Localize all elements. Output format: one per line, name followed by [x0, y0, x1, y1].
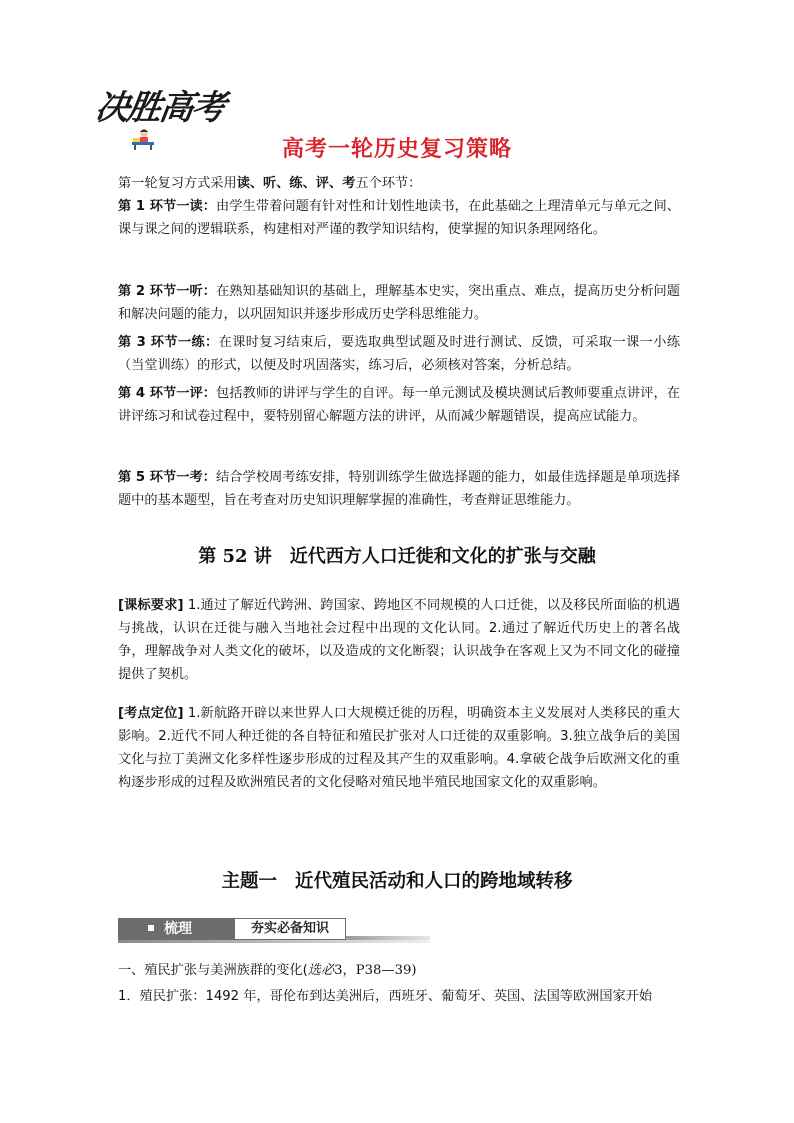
intro-paragraph: [118, 172, 680, 195]
step-label: 第 2 环节一听：: [118, 284, 217, 299]
step-1: [118, 195, 680, 241]
step-text: 在课时复习结束后，要选取典型试题及时进行测试、反馈，可采取一课一小练（当堂训练）的形式，以便及时巩固落实，练习后，必须核对答案，分析总结。: [118, 335, 681, 373]
step-2: [118, 280, 680, 326]
step-label: 第 5 环节一考：: [118, 470, 217, 485]
section-heading: [118, 960, 684, 982]
topic-name: 近代殖民活动和人口的跨地域转移: [295, 871, 573, 892]
section-source-italic: 选必: [307, 963, 335, 978]
step-4: [118, 382, 680, 428]
section-source-rest: 3，P38—39): [334, 963, 417, 978]
step-5: [118, 466, 680, 512]
topic-number: 主题一: [221, 871, 277, 892]
banner-sub-box: 夯实必备知识: [234, 918, 346, 940]
intro-suffix: 五个环节：: [355, 176, 422, 191]
section-banner: [118, 918, 430, 940]
topic-title: [0, 867, 794, 893]
step-text: 在熟知基础知识的基础上，理解基本史实，突出重点、难点，提高历史分析问题和解决问题的能力，以巩固知识并逐步形成历史学科思维能力。: [118, 284, 680, 322]
lecture-number: 第 52 讲: [198, 546, 272, 567]
main-title: 高考一轮历史复习策略: [281, 137, 512, 162]
curriculum-requirements: [118, 594, 680, 686]
banner-label-box: [118, 918, 234, 940]
section-heading-text: 一、殖民扩张与美洲族群的变化(: [118, 963, 308, 978]
step-text: 由学生带着问题有针对性和计划性地读书，在此基础之上理清单元与单元之间、课与课之间的逻辑联系，构建相对严谨的教学知识结构，使掌握的知识条理网络化。: [118, 199, 680, 237]
step-3: [118, 331, 680, 377]
exam-focus-tag: [考点定位]: [118, 706, 184, 721]
step-label: 第 4 环节一评：: [118, 386, 217, 401]
intro-prefix: 第一轮复习方式采用: [118, 176, 237, 191]
banner-label: 梳理: [164, 921, 192, 937]
lecture-name: 近代西方人口迁徙和文化的扩张与交融: [289, 546, 596, 567]
item-1: 1．殖民扩张：1492 年，哥伦布到达美洲后，西班牙、葡萄牙、英国、法国等欧洲国家开始: [118, 989, 653, 1004]
step-label: 第 1 环节一读：: [118, 199, 217, 214]
exam-focus: [118, 702, 680, 794]
intro-emphasis: 读、听、练、评、考: [236, 176, 356, 191]
lecture-title: [0, 542, 794, 568]
banner-underline: [118, 940, 430, 943]
step-text: 包括教师的讲评与学生的自评。每一单元测试及模块测试后教师要重点讲评，在讲评练习和试卷过程中，要特别留心解题方法的讲评，从而减少解题错误，提高应试能力。: [118, 386, 680, 424]
step-label: 第 3 环节一练：: [118, 335, 219, 350]
curriculum-text: 1.通过了解近代跨洲、跨国家、跨地区不同规模的人口迁徙，以及移民所面临的机遇与挑战，认识在迁徙与融入当地社会过程中出现的文化认同。2.通过了解近代历史上的著名战争，理解战争对人类文化的破坏，以及造成的文化断裂；认识战争在客观上又为不同文化的碰撞提供了契机。: [118, 598, 680, 682]
exam-focus-text: 1.新航路开辟以来世界人口大规模迁徙的历程，明确资本主义发展对人类移民的重大影响。2.近代不同人种迁徙的各自特征和殖民扩张对人口迁徙的双重影响。3.独立战争后的美国文化与拉丁美洲文化多样性逐步形成的过程及其产生的双重影响。4.拿破仑战争后欧洲文化的重构逐步形成的过程及欧洲殖民者的文化侵略对殖民地半殖民地国家文化的双重影响。: [118, 706, 680, 790]
curriculum-tag: [课标要求]: [118, 598, 184, 613]
step-text: 结合学校周考练安排，特别训练学生做选择题的能力，如最佳选择题是单项选择题中的基本题型，旨在考查对历史知识理解掌握的准确性，考查辩证思维能力。: [118, 470, 680, 508]
logo-text: 决胜高考: [92, 88, 227, 128]
square-bullet-icon: [148, 925, 154, 931]
